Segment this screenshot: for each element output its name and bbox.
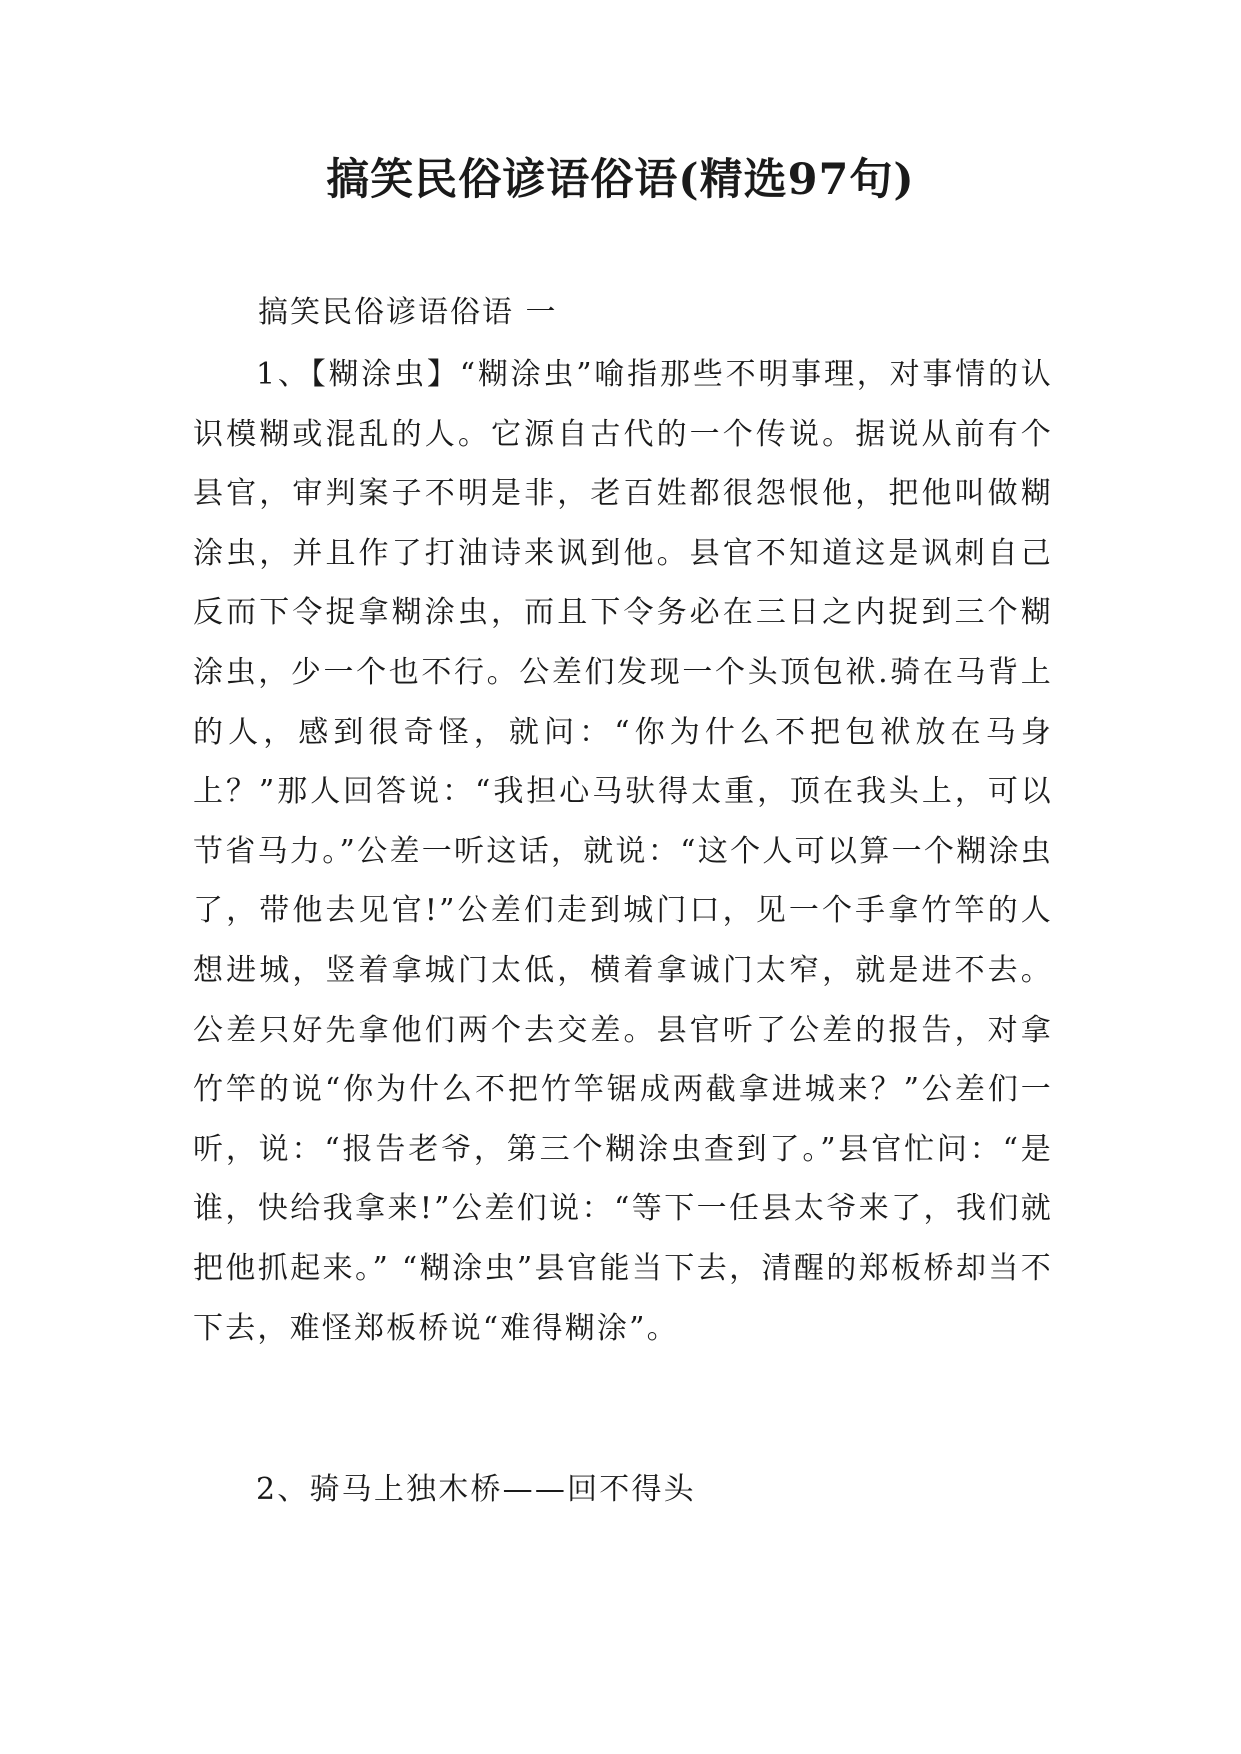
paragraph-2: 2、骑马上独木桥——回不得头 — [256, 1472, 696, 1507]
document-title: 搞笑民俗谚语俗语(精选97句) — [326, 155, 915, 205]
paragraph-1: 1、【糊涂虫】“糊涂虫”喻指那些不明事理，对事情的认识模糊或混乱的人。它源自古代的一个传说。据说从前有个县官，审判案子不明是非，老百姓都很怨恨他，把他叫做糊涂虫，并且作了打油诗来讽到他。县官不知道这是讽刺自己反而下令捉拿糊涂虫，而且下令务必在三日之内捉到三个糊涂虫，少一个也不行。公差们发现一个头顶包袱.骑在马背上的人，感到很奇怪，就问：“你为什么不把包袱放在马身上？”那人回答说：“我担心马驮得太重，顶在我头上，可以节省马力。”公差一听这话，就说：“这个人可以算一个糊涂虫了，带他去见官!”公差们走到城门口，见一个手拿竹竿的人想进城，竖着拿城门太低，横着拿诚门太窄，就是进不去。公差只好先拿他们两个去交差。县官听了公差的报告，对拿竹竿的说“你为什么不把竹竿锯成两截拿进城来？”公差们一听，说：“报告老爷，第三个糊涂虫查到了。”县官忙问：“是谁，快给我拿来!”公差们说：“等下一任县太爷来了，我们就把他抓起来。” “糊涂虫”县官能当下去，清醒的郑板桥却当不下去，难怪郑板桥说“难得糊涂”。 — [193, 357, 1053, 1346]
section-heading: 搞笑民俗谚语俗语 一 — [258, 295, 558, 330]
